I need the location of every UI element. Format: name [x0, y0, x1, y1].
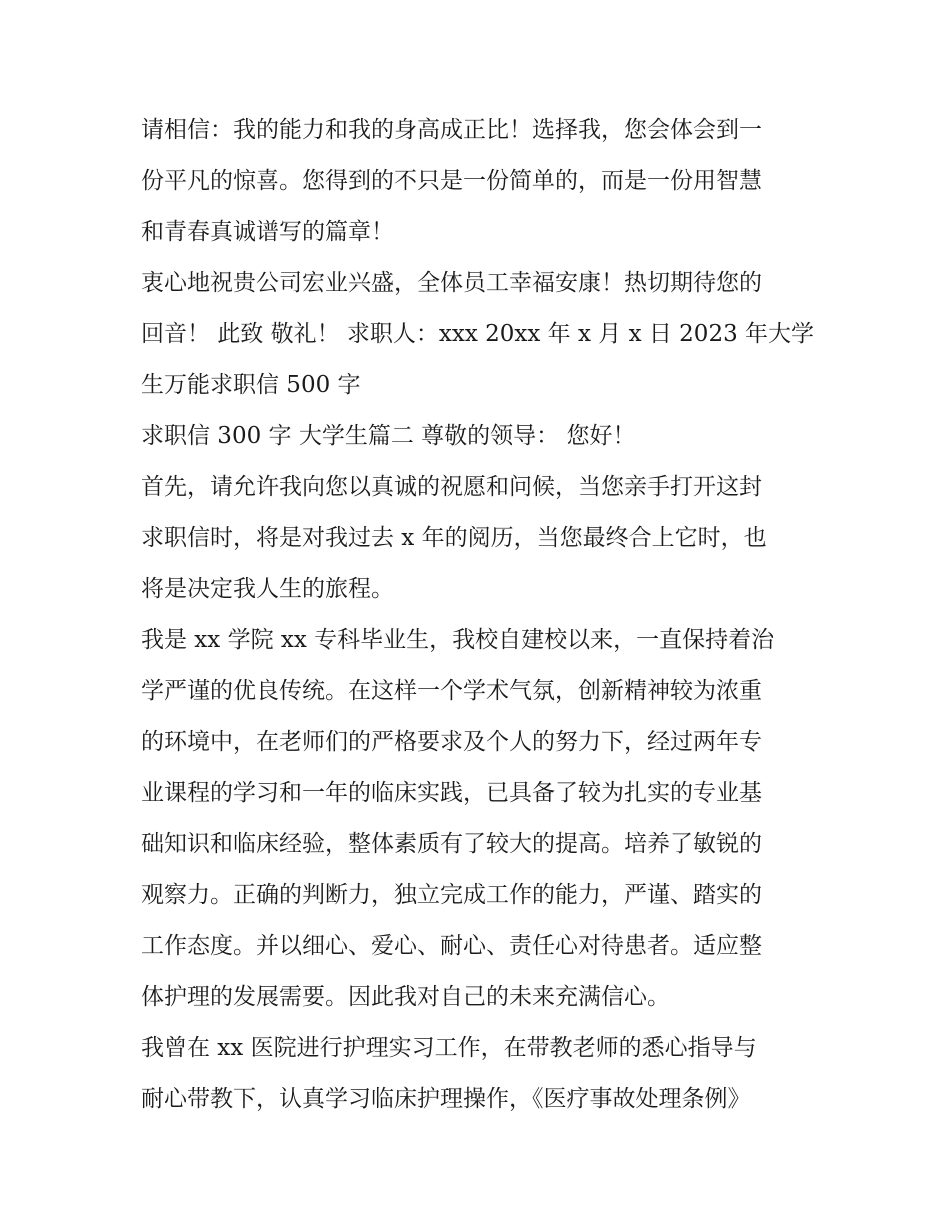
text-line: 生万能求职信 500 字	[141, 372, 361, 398]
text-line: 耐心带教下，认真学习临床护理操作，《医疗事故处理条例》	[141, 1086, 751, 1112]
paragraph-closing	[141, 258, 816, 411]
text-line: 衷心地祝贵公司宏业兴盛，全体员工幸福安康！热切期待您的	[141, 270, 762, 296]
document-body	[141, 105, 816, 1125]
text-line: 求职信时，将是对我过去 x 年的阅历，当您最终合上它时，也	[141, 525, 767, 551]
text-line: 体护理的发展需要。因此我对自己的未来充满信心。	[141, 984, 670, 1010]
text-line: 业课程的学习和一年的临床实践，已具备了较为扎实的专业基	[141, 780, 762, 806]
text-line: 我曾在 xx 医院进行护理实习工作，在带教老师的悉心指导与	[141, 1035, 757, 1061]
text-line: 我是 xx 学院 xx 专科毕业生，我校自建校以来，一直保持着治	[141, 627, 775, 653]
text-line: 和青春真诚谱写的篇章！	[141, 219, 394, 245]
text-line: 础知识和临床经验，整体素质有了较大的提高。培养了敏锐的	[141, 831, 762, 857]
text-line: 份平凡的惊喜。您得到的不只是一份简单的，而是一份用智慧	[141, 168, 762, 194]
paragraph-heading	[141, 411, 816, 462]
text-line: 将是决定我人生的旅程。	[141, 576, 394, 602]
text-line: 工作态度。并以细心、爱心、耐心、责任心对待患者。适应整	[141, 933, 762, 959]
paragraph-internship	[141, 1023, 816, 1125]
text-line: 请相信：我的能力和我的身高成正比！选择我，您会体会到一	[141, 117, 762, 143]
paragraph-confidence	[141, 105, 816, 258]
text-line: 回音！ 此致 敬礼！ 求职人：xxx 20xx 年 x 月 x 日 2023 年大学	[141, 321, 815, 347]
paragraph-greeting	[141, 462, 816, 615]
text-line: 学严谨的优良传统。在这样一个学术气氛，创新精神较为浓重	[141, 678, 762, 704]
text-line: 观察力。正确的判断力，独立完成工作的能力，严谨、踏实的	[141, 882, 762, 908]
text-line: 的环境中，在老师们的严格要求及个人的努力下，经过两年专	[141, 729, 762, 755]
text-line: 首先，请允许我向您以真诚的祝愿和问候，当您亲手打开这封	[141, 474, 762, 500]
text-line: 求职信 300 字 大学生篇二 尊敬的领导： 您好！	[141, 423, 636, 449]
paragraph-education	[141, 615, 816, 1023]
